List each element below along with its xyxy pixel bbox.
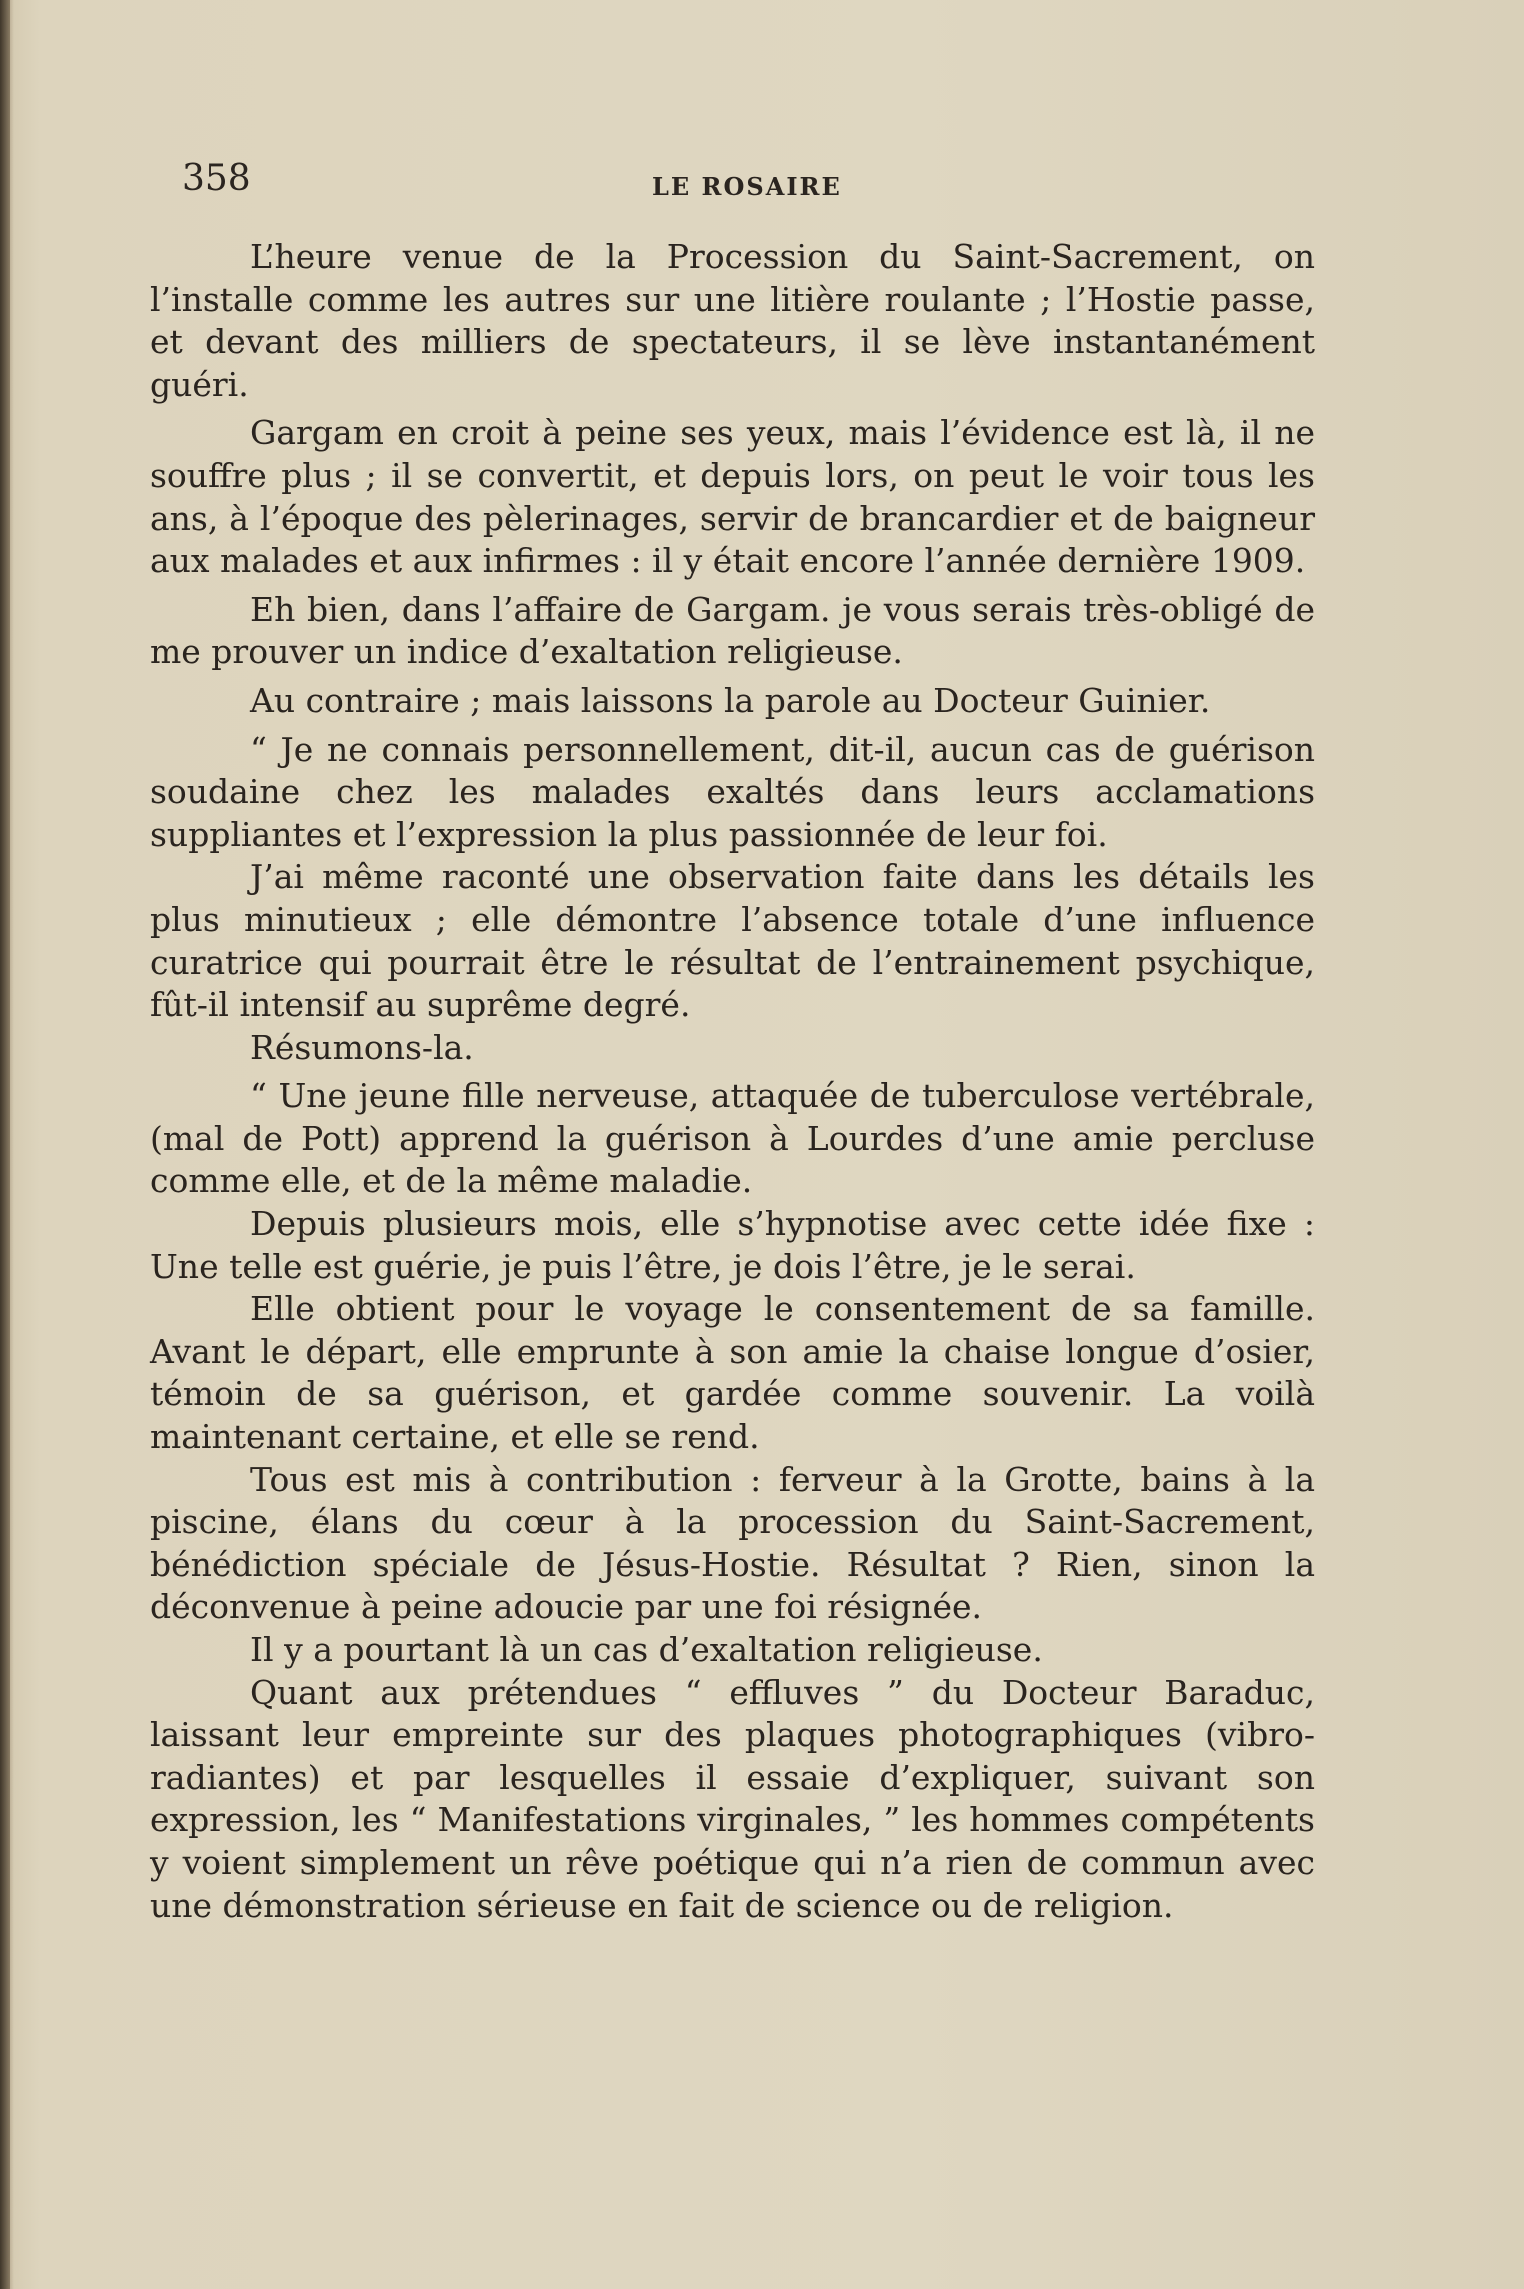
body-text — [150, 236, 1315, 1927]
paragraph: L’heure venue de la Procession du Saint-Sacrement, on l’installe comme les autres sur une litière roulante ; l’Hostie passe, et devant des milliers de spectateurs, il se lève instantanément guéri. — [150, 237, 1315, 404]
paragraph: Quant aux prétendues “ effluves ” du Docteur Baraduc, laissant leur empreinte sur des plaques photographiques (vibro-radiantes) et par lesquelles il essaie d’expliquer, suivant son expression, les “ Manifestations virginales, ” les hommes compétents y voient simplement un rêve poétique qui n’a rien de commun avec une démonstration sérieuse en fait de science ou de religion. — [150, 1672, 1315, 1925]
page-number: 358 — [182, 158, 251, 199]
paragraph: “ Une jeune fille nerveuse, attaquée de tuberculose vertébrale, (mal de Pott) apprend la guérison à Lourdes d’une amie percluse comme elle, et de la même maladie. — [150, 1076, 1315, 1201]
paragraph: Au contraire ; mais laissons la parole au Docteur Guinier. — [250, 680, 1211, 720]
paragraph: Gargam en croit à peine ses yeux, mais l’évidence est là, il ne souffre plus ; il se convertit, et depuis lors, on peut le voir tous les ans, à l’époque des pèlerinages, servir de brancardier et de baigneur aux malades et aux infirmes : il y était encore l’année dernière 1909. — [150, 413, 1315, 581]
page-header — [182, 158, 1332, 208]
book-spine-edge — [0, 0, 10, 2289]
paragraph: Eh bien, dans l’affaire de Gargam. je vous serais très-obligé de me prouver un indice d’exaltation religieuse. — [150, 589, 1315, 672]
paragraph: Tous est mis à contribution : ferveur à la Grotte, bains à la piscine, élans du cœur à la procession du Saint-Sacrement, bénédiction spéciale de Jésus-Hostie. Résultat ? Rien, sinon la déconvenue à peine adoucie par une foi résignée. — [150, 1459, 1315, 1627]
paragraph: “ Je ne connais personnellement, dit-il, aucun cas de guérison soudaine chez les malades exaltés dans leurs acclamations suppliantes et l’expression la plus passionnée de leur foi. — [150, 729, 1315, 854]
paragraph: Depuis plusieurs mois, elle s’hypnotise avec cette idée fixe : Une telle est guérie, je puis l’être, je dois l’être, je le serai. — [150, 1204, 1315, 1286]
paragraph: J’ai même raconté une observation faite dans les détails les plus minutieux ; elle démontre l’absence totale d’une influence curatrice qui pourrait être le résultat de l’entrainement psychique, fût-il intensif au suprême degré. — [150, 857, 1315, 1025]
paragraph: Résumons-la. — [250, 1027, 474, 1067]
paragraph: Il y a pourtant là un cas d’exaltation religieuse. — [250, 1630, 1043, 1669]
paragraph: Elle obtient pour le voyage le consentement de sa famille. Avant le départ, elle emprunte à son amie la chaise longue d’osier, témoin de sa guérison, et gardée comme souvenir. La voilà maintenant certaine, et elle se rend. — [150, 1289, 1315, 1457]
running-title: LE ROSAIRE — [652, 172, 842, 201]
